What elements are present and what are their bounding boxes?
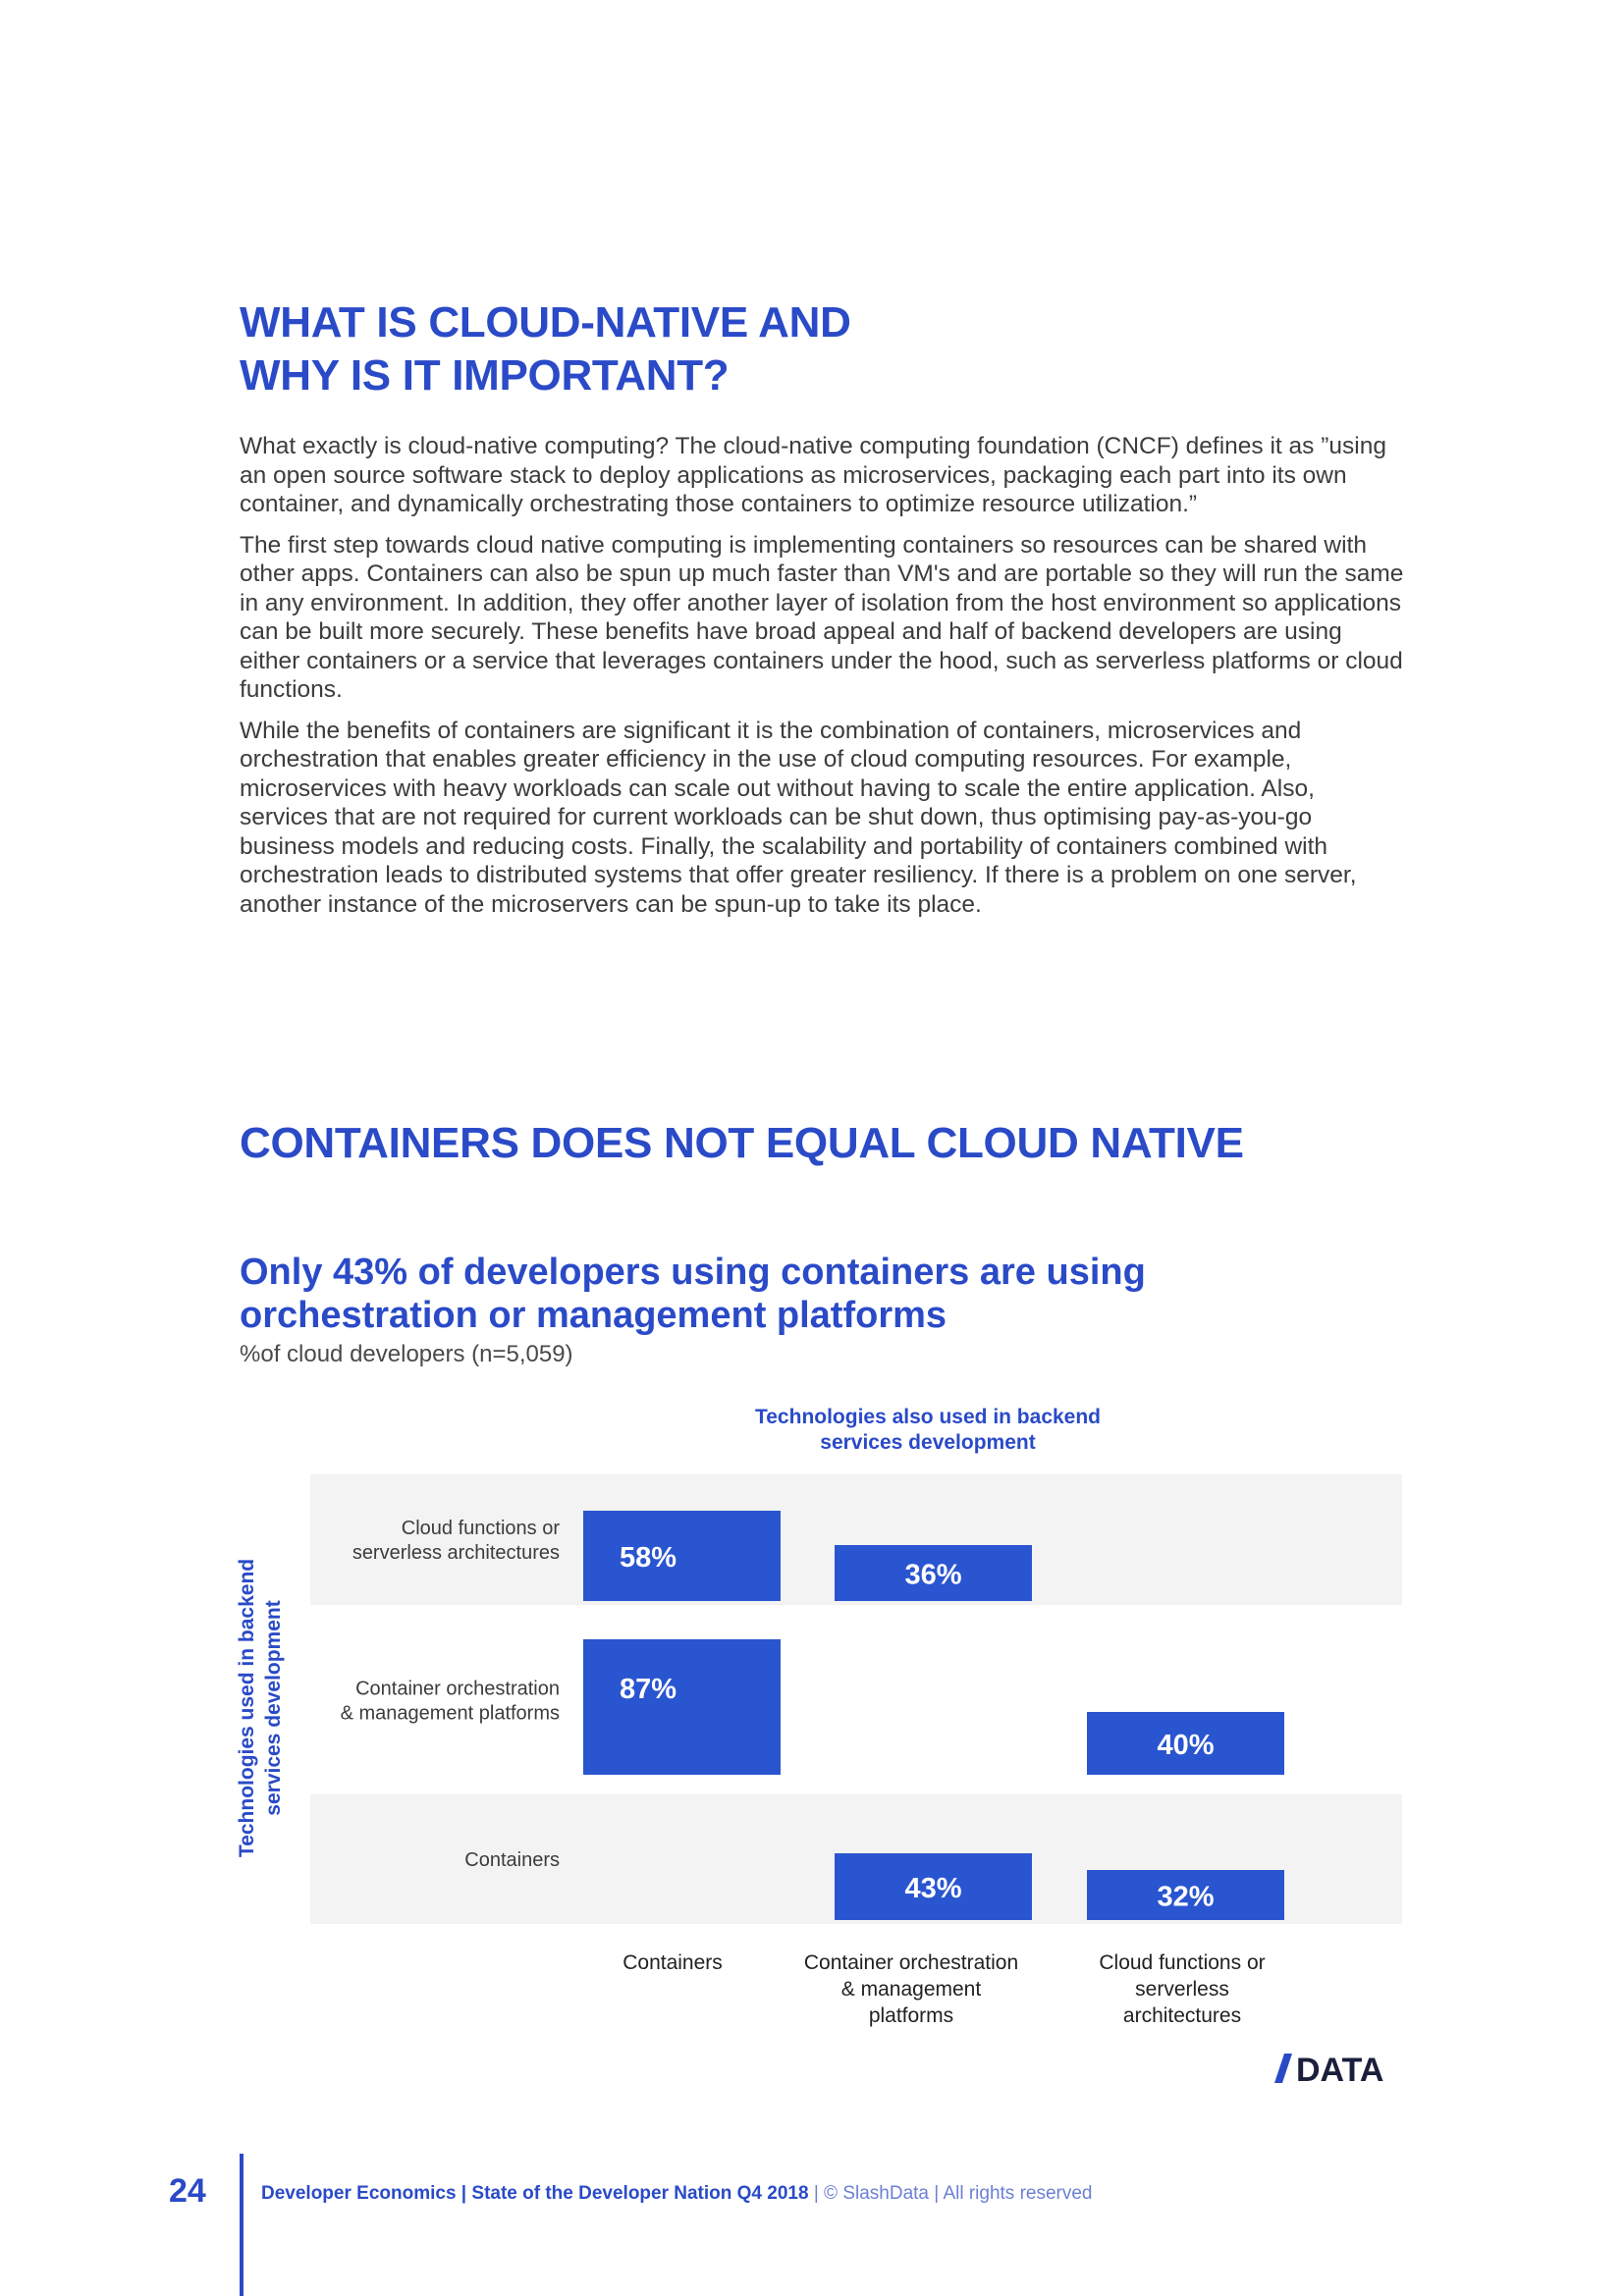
row-label-1-1: & management platforms	[340, 1702, 560, 1725]
column-label-0-0: Containers	[623, 1951, 723, 1974]
footer-rule	[240, 2154, 244, 2296]
footer-text	[261, 2183, 1093, 2205]
row-axis-label-line1: Technologies used in backend	[236, 1558, 258, 1858]
bar-label-1-0: 87%	[619, 1674, 677, 1705]
column-label-2-2: architectures	[1122, 2004, 1242, 2027]
row-label-1-0: Container orchestration	[355, 1678, 560, 1700]
chart-title-line2: orchestration or management platforms	[240, 1295, 947, 1336]
column-header-line1: Technologies also used in backend	[754, 1406, 1102, 1428]
row-label-0-0: Cloud functions or	[401, 1518, 560, 1539]
main-heading-line2: WHY IS IT IMPORTANT?	[240, 351, 730, 400]
column-label-1-0: Container orchestration	[803, 1951, 1019, 1974]
column-header-line2: services development	[820, 1431, 1036, 1454]
row-axis-label	[236, 1559, 285, 1857]
column-label-1-1: & management	[840, 1978, 982, 2001]
page-number: 24	[169, 2172, 206, 2210]
row-axis-label-line2: services development	[262, 1600, 285, 1816]
column-label-1-2: platforms	[868, 2004, 954, 2027]
paragraph-2: The first step towards cloud native computing is implementing containers so resources can be shared with other apps. Containers can also be spun up much faster than VM's and are portable so they will run the same in any environment. In addition, they offer another layer of isolation from the host environment so applications can be built more securely. These benefits have broad appeal and half of backend developers are using either containers or a service that leverages containers under the hood, such as serverless platforms or cloud functions.	[240, 531, 1404, 703]
row-label-2-0: Containers	[464, 1849, 560, 1871]
footer-title: Developer Economics | State of the Developer Nation Q4 2018	[261, 2183, 809, 2204]
chart-subtitle: %of cloud developers (n=5,059)	[240, 1341, 573, 1367]
bar-label-2-1: 43%	[904, 1873, 962, 1904]
bar-1-0	[583, 1639, 781, 1775]
row-label-0-1: serverless architectures	[352, 1542, 560, 1564]
bar-label-1-2: 40%	[1157, 1730, 1215, 1761]
bar-label-0-1: 36%	[904, 1559, 962, 1591]
bar-0-0	[583, 1511, 781, 1601]
chart-title-line1: Only 43% of developers using containers are using	[240, 1252, 1146, 1293]
bar-label-0-0: 58%	[619, 1542, 677, 1574]
paragraph-1: What exactly is cloud-native computing? The cloud-native computing foundation (CNCF) defines it as ”using an open source software stack to deploy applications as microservices, packaging each part into its own container, and dynamically orchestrating those containers to optimize resource utilization.”	[240, 433, 1386, 517]
main-heading-line1: WHAT IS CLOUD-NATIVE AND	[240, 298, 851, 347]
footer-copyright: | © SlashData | All rights reserved	[808, 2183, 1093, 2204]
paragraph-3: While the benefits of containers are significant it is the combination of containers, microservices and orchestration that enables greater efficiency in the use of cloud computing resources. For example, microservices with heavy workloads can scale out without having to scale the entire application. Also, services that are not required for current workloads can be shut down, thus optimising pay-as-you-go business models and reducing costs. Finally, the scalability and portability of containers combined with orchestration leads to distributed systems that offer greater resiliency. If there is a problem on one server, another instance of the microservers can be spun-up to take its place.	[240, 717, 1357, 918]
section-heading: CONTAINERS DOES NOT EQUAL CLOUD NATIVE	[240, 1119, 1244, 1167]
logo-text: DATA	[1296, 2052, 1384, 2085]
column-label-2-0: Cloud functions or	[1099, 1951, 1266, 1974]
bar-label-2-2: 32%	[1157, 1881, 1215, 1913]
slashdata-logo	[1274, 2052, 1402, 2085]
column-label-2-1: serverless	[1135, 1978, 1229, 2001]
